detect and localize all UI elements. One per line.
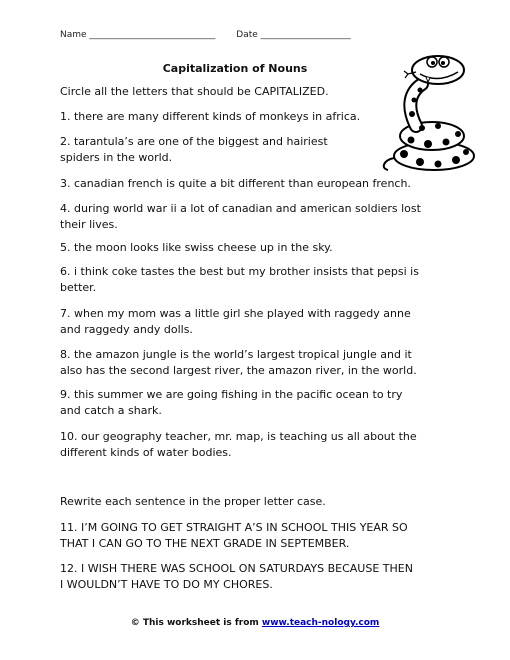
item-line: 6. i think coke tastes the best but my brother insists that pepsi is [60,265,419,278]
item-line: 2. tarantula’s are one of the biggest and hairiest [60,135,328,148]
item-line: 1. there are many different kinds of monkeys in africa. [60,110,361,123]
item-line: also has the second largest river, the amazon river, in the world. [60,364,417,377]
item-line: 5. the moon looks like swiss cheese up in the sky. [60,241,333,254]
item-line: better. [60,281,97,294]
item-line: 4. during world war ii a lot of canadian and american soldiers lost [60,202,421,215]
item-line: 11. I’M GOING TO GET STRAIGHT A’S IN SCHOOL THIS YEAR SO [60,521,408,534]
item-line: 12. I WISH THERE WAS SCHOOL ON SATURDAYS BECAUSE THEN [60,562,413,575]
item-line: 10. our geography teacher, mr. map, is teaching us all about the [60,430,417,443]
footer [0,618,510,628]
name-field: Name ____________________________ [60,30,216,40]
instructions-circle: Circle all the letters that should be CAPITALIZED. [60,85,329,98]
worksheet-title: Capitalization of Nouns [162,62,308,75]
item-line: I WOULDN’T HAVE TO DO MY CHORES. [60,578,273,591]
footer-link[interactable]: www.teach-nology.com [261,618,380,628]
header-line [60,30,351,40]
item-line: spiders in the world. [60,151,173,164]
item-line: their lives. [60,218,118,231]
instructions-rewrite: Rewrite each sentence in the proper letter case. [60,495,326,508]
item-line: different kinds of water bodies. [60,446,232,459]
item-line: 7. when my mom was a little girl she played with raggedy anne [60,307,411,320]
item-line: and catch a shark. [60,404,162,417]
item-line: 3. canadian french is quite a bit different than european french. [60,177,411,190]
item-line: 9. this summer we are going fishing in the pacific ocean to try [60,388,403,401]
footer-text: © This worksheet is from [130,618,262,628]
item-line: and raggedy andy dolls. [60,323,193,336]
item-line: 8. the amazon jungle is the world’s largest tropical jungle and it [60,348,412,361]
date-field: Date ____________________ [236,30,351,40]
item-line: THAT I CAN GO TO THE NEXT GRADE IN SEPTEMBER. [60,537,350,550]
